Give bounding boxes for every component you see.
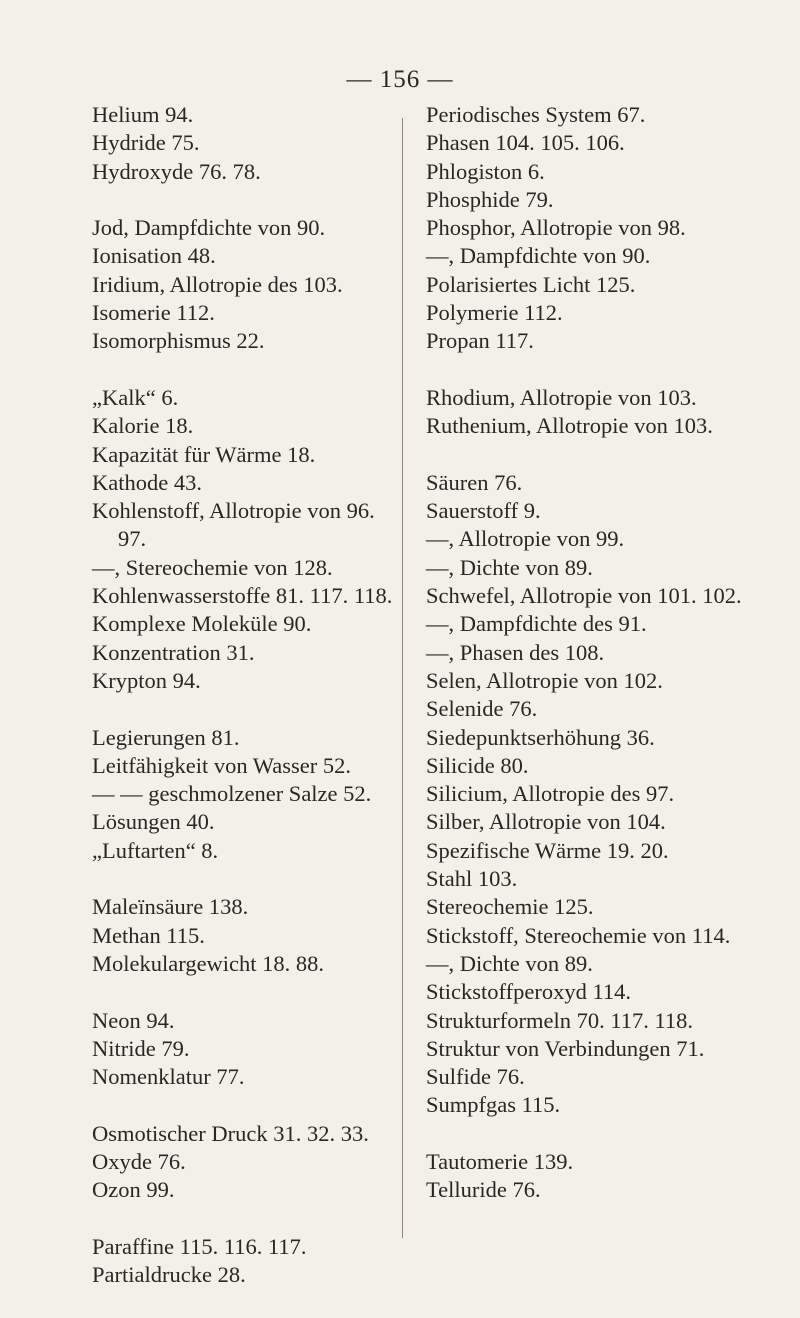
index-entry: Stereochemie 125. [426,894,594,920]
index-entry: Selenide 76. [426,696,538,722]
index-entry: —, Allotropie von 99. [426,526,625,552]
index-letter-group [92,893,392,978]
index-entry: Isomerie 112. [92,300,215,326]
index-column-right [426,101,766,1233]
index-entry: Strukturformeln 70. 117. 118. [426,1007,694,1033]
index-entry: „Luftarten“ 8. [92,837,219,863]
index-entry: Tautomerie 139. [426,1148,574,1174]
index-entry: Sulfide 76. [426,1064,525,1090]
index-entry: —, Phasen des 108. [426,639,605,665]
index-entry: Molekulargewicht 18. 88. [92,950,325,976]
index-entry: Maleïnsäure 138. [92,894,249,920]
index-entry: Kohlenstoff, Allotropie von 96. 97. [92,498,375,552]
index-entry: Silicide 80. [426,752,529,778]
index-entry: Spezifische Wärme 19. 20. [426,837,669,863]
index-column-left [92,101,392,1318]
index-letter-group [92,1007,392,1092]
index-entry: Neon 94. [92,1007,175,1033]
index-entry: Kathode 43. [92,469,202,495]
index-entry: Kalorie 18. [92,413,194,439]
index-entry: Telluride 76. [426,1177,541,1203]
index-entry: Säuren 76. [426,469,523,495]
index-entry: Lösungen 40. [92,809,215,835]
index-letter-group [426,1148,766,1205]
index-entry: Rhodium, Allotropie von 103. [426,384,697,410]
index-entry: Ozon 99. [92,1177,175,1203]
index-entry: —, Dichte von 89. [426,950,593,976]
index-entry: Schwefel, Allotropie von 101. 102. [426,583,742,609]
index-entry: Kapazität für Wärme 18. [92,441,316,467]
index-entry: Selen, Allotropie von 102. [426,667,663,693]
index-entry: Nitride 79. [92,1035,190,1061]
index-letter-group [426,469,766,1120]
index-entry: Nomenklatur 77. [92,1064,245,1090]
index-entry: Polarisiertes Licht 125. [426,271,636,297]
page-number: — 156 — [346,66,454,93]
index-letter-group [92,101,392,186]
index-entry: Sumpfgas 115. [426,1092,561,1118]
index-entry: Isomorphismus 22. [92,328,265,354]
index-entry: Stickstoffperoxyd 114. [426,979,631,1005]
index-entry: „Kalk“ 6. [92,384,179,410]
index-entry: —, Dichte von 89. [426,554,593,580]
index-entry: Oxyde 76. [92,1148,186,1174]
index-letter-group [92,214,392,355]
index-entry: Struktur von Verbindungen 71. [426,1035,705,1061]
index-entry: Komplexe Moleküle 90. [92,611,312,637]
index-entry: Hydride 75. [92,130,200,156]
index-entry: Phlogiston 6. [426,158,545,184]
index-letter-group [92,724,392,865]
index-entry: Leitfähigkeit von Wasser 52. [92,752,351,778]
column-divider [402,118,403,1238]
index-letter-group [92,1120,392,1205]
index-entry: Paraffine 115. 116. 117. [92,1233,307,1259]
index-letter-group [92,384,392,695]
index-entry: Konzentration 31. [92,639,255,665]
index-entry: Phosphor, Allotropie von 98. [426,215,686,241]
index-entry: Polymerie 112. [426,300,563,326]
index-entry: Iridium, Allotropie des 103. [92,271,343,297]
index-letter-group [92,1233,392,1290]
index-entry: Osmotischer Druck 31. 32. 33. [92,1120,369,1146]
index-entry: — — geschmolzener Salze 52. [92,781,372,807]
index-entry: Propan 117. [426,328,534,354]
index-letter-group [426,101,766,356]
index-entry: Silicium, Allotropie des 97. [426,781,675,807]
index-letter-group [426,384,766,441]
index-entry: Ionisation 48. [92,243,216,269]
index-entry: Periodisches System 67. [426,102,646,127]
index-entry: Silber, Allotropie von 104. [426,809,666,835]
index-entry: Siedepunktserhöhung 36. [426,724,655,750]
index-entry: Methan 115. [92,922,205,948]
index-entry: Hydroxyde 76. 78. [92,158,261,184]
index-entry: —, Stereochemie von 128. [92,554,333,580]
index-entry: Legierungen 81. [92,724,240,750]
index-entry: —, Dampfdichte des 91. [426,611,647,637]
index-entry: Stickstoff, Stereochemie von 114. [426,922,731,948]
index-entry: —, Dampfdichte von 90. [426,243,651,269]
index-entry: Kohlenwasserstoffe 81. 117. 118. [92,583,393,609]
index-entry: Stahl 103. [426,866,518,892]
index-entry: Helium 94. [92,102,194,127]
index-entry: Ruthenium, Allotropie von 103. [426,413,713,439]
index-entry: Krypton 94. [92,667,201,693]
index-entry: Phosphide 79. [426,186,554,212]
index-entry: Phasen 104. 105. 106. [426,130,625,156]
index-entry: Sauerstoff 9. [426,498,541,524]
index-entry: Partialdrucke 28. [92,1262,246,1288]
index-entry: Jod, Dampfdichte von 90. [92,215,326,241]
